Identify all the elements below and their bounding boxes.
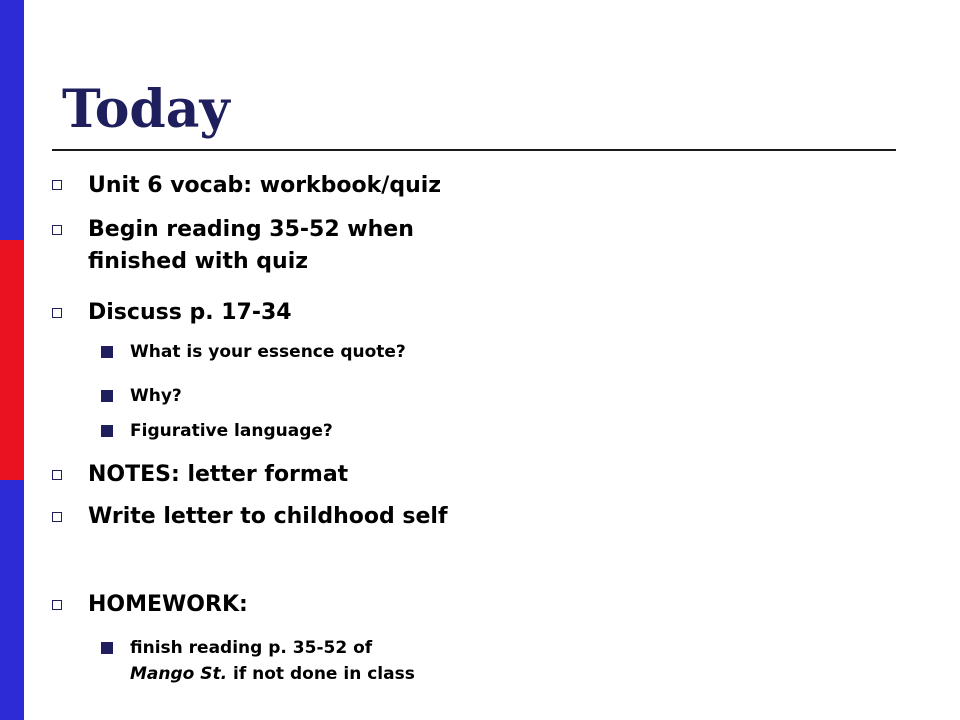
filled-square-bullet-icon <box>101 390 113 402</box>
side-bar-middle-segment <box>0 240 24 480</box>
bullet-item-discuss: Discuss p. 17-34 <box>88 300 292 325</box>
slide-title: Today <box>62 79 230 140</box>
sub-item-finish-reading-line2 <box>130 661 415 687</box>
square-bullet-icon <box>52 225 62 235</box>
book-title-mango-st: Mango St. <box>130 664 228 684</box>
sub-item-figurative-language: Figurative language? <box>130 421 333 441</box>
bullet-item-begin-reading-line2: finished with quiz <box>88 249 309 274</box>
bullet-item-write-letter: Write letter to childhood self <box>88 504 448 529</box>
bullet-item-vocab: Unit 6 vocab: workbook/quiz <box>88 173 442 198</box>
side-color-bar <box>0 0 24 720</box>
bullet-item-homework: HOMEWORK: <box>88 592 248 617</box>
bullet-item-begin-reading-line1: Begin reading 35-52 when <box>88 217 414 242</box>
sub-item-finish-reading-line1: finish reading p. 35-52 of <box>130 638 373 658</box>
filled-square-bullet-icon <box>101 425 113 437</box>
filled-square-bullet-icon <box>101 346 113 358</box>
sub-item-finish-reading-line2-rest: if not done in class <box>227 664 415 684</box>
square-bullet-icon <box>52 600 62 610</box>
filled-square-bullet-icon <box>101 642 113 654</box>
title-divider <box>52 149 896 151</box>
square-bullet-icon <box>52 180 62 190</box>
side-bar-bottom-segment <box>0 480 24 720</box>
bullet-item-begin-reading <box>88 214 414 278</box>
square-bullet-icon <box>52 512 62 522</box>
sub-item-essence-quote: What is your essence quote? <box>130 342 406 362</box>
square-bullet-icon <box>52 470 62 480</box>
square-bullet-icon <box>52 308 62 318</box>
side-bar-top-segment <box>0 0 24 240</box>
sub-item-why: Why? <box>130 386 182 406</box>
sub-item-finish-reading <box>130 635 415 687</box>
bullet-item-notes: NOTES: letter format <box>88 462 349 487</box>
